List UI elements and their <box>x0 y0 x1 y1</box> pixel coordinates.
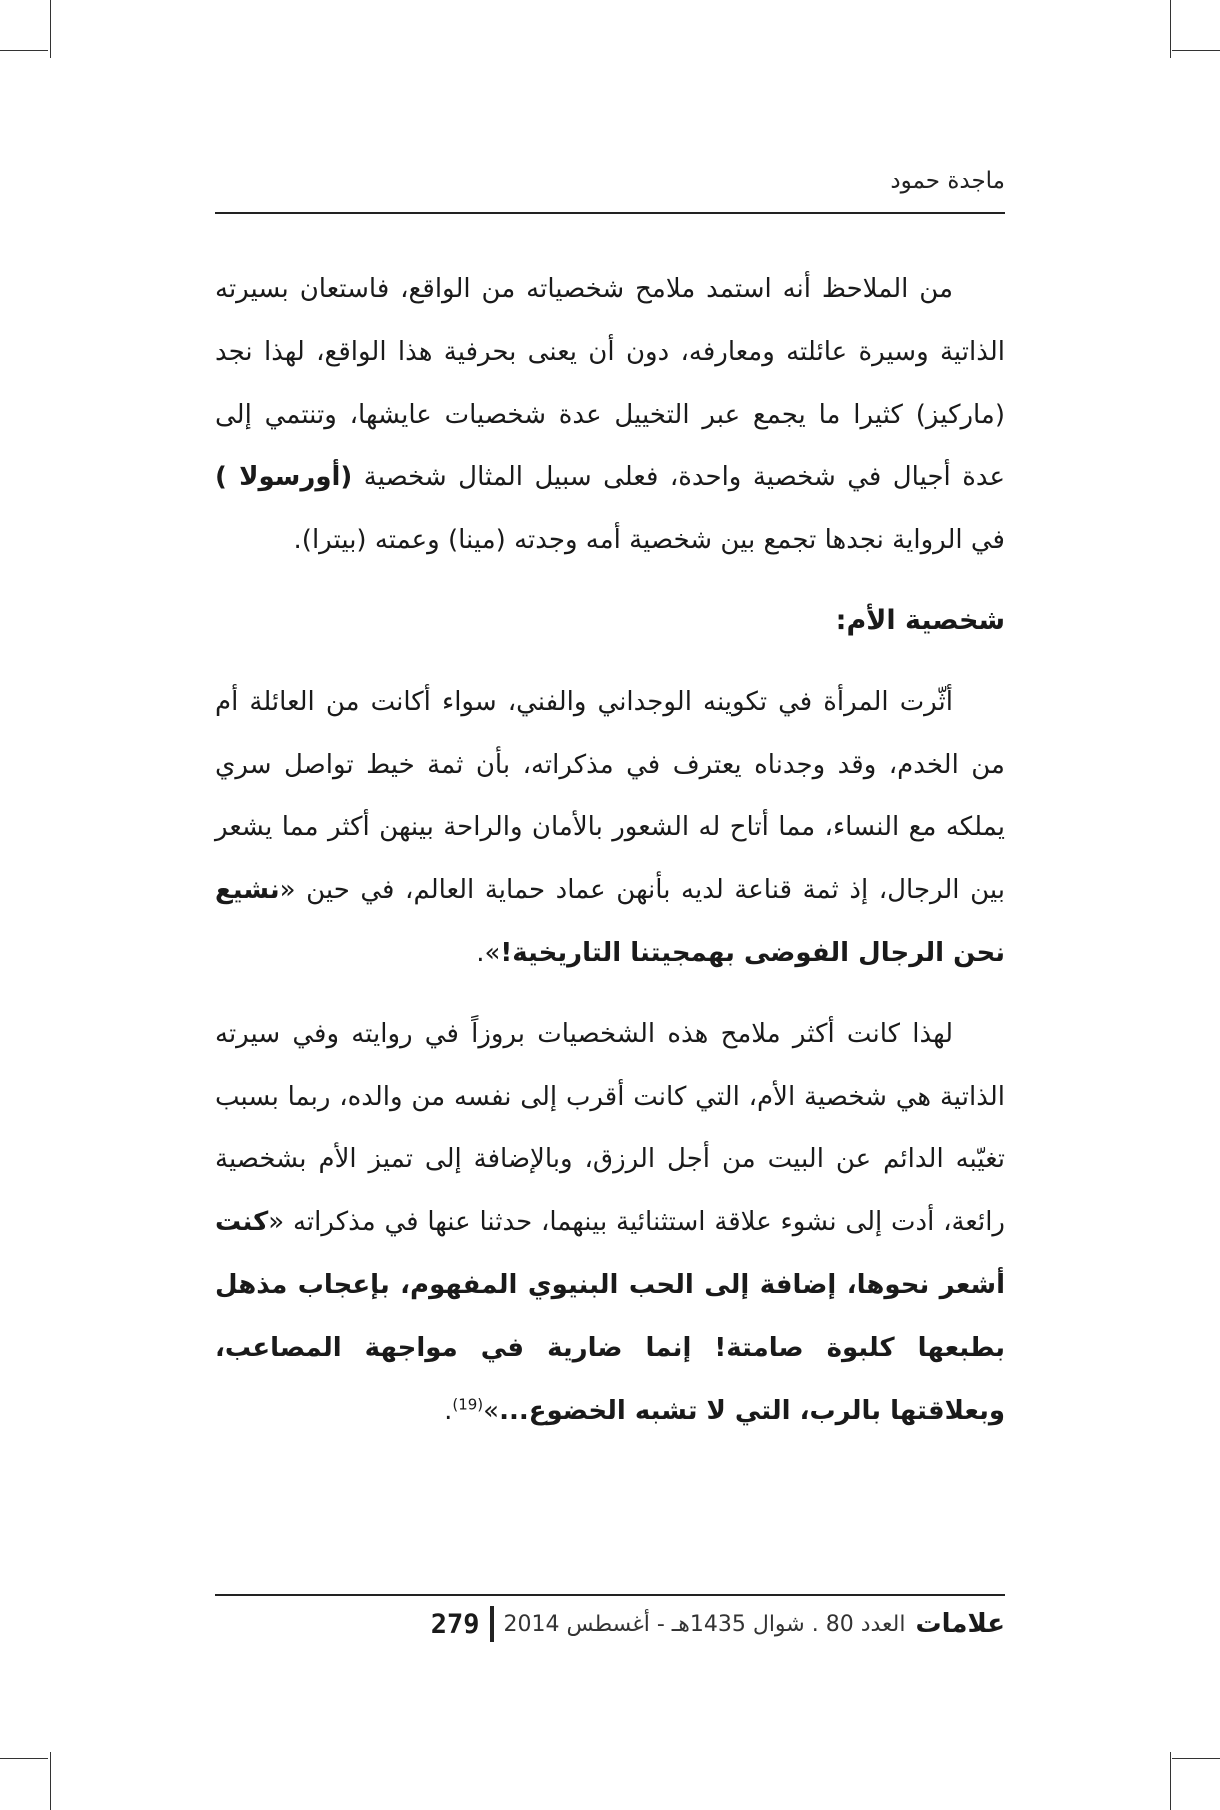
paragraph-2-quote: نشيع نحن الرجال الفوضى بهمجيتنا التاريخية! <box>215 875 1005 968</box>
page-footer <box>215 1604 1005 1644</box>
crop-mark <box>50 1752 51 1810</box>
crop-mark <box>1172 1758 1220 1759</box>
footer-rule <box>215 1594 1005 1596</box>
crop-mark <box>0 50 48 51</box>
paragraph-3-end: » <box>483 1395 500 1426</box>
article-body <box>215 258 1005 1460</box>
paragraph-2-text: أثّرت المرأة في تكوينه الوجداني والفني، سواء أكانت من العائلة أم من الخدم، وقد وجدناه يعترف في مذكراته، بأن ثمة خيط تواصل سري يملكه مع النساء، مما أتاح له الشعور بالأمان والراحة بينهن أكثر مما يشعر بين الرجال، إذ ثمة قناعة لديه بأنهن عماد حماية العالم، في حين « <box>215 686 1005 906</box>
paragraph-3-quote: كنت أشعر نحوها، إضافة إلى الحب البنيوي المفهوم، بإعجاب مذهل بطبعها كلبوة صامتة! إنما ضارية في مواجهة المصاعب، وبعلاقتها بالرب، التي لا تشبه الخضوع... <box>215 1207 1005 1426</box>
paragraph-3-text: لهذا كانت أكثر ملامح هذه الشخصيات بروزاً في روايته وفي سيرته الذاتية هي شخصية الأم، التي كانت أقرب إلى نفسه من والده، ربما بسبب تغيّبه الدائم عن البيت من أجل الرزق، وبالإضافة إلى تميز الأم بشخصية رائعة، أدت إلى نشوء علاقة استثنائية بينهما، حدثنا عنها في مذكراته « <box>215 1018 1005 1238</box>
section-heading: شخصية الأم: <box>835 604 1005 636</box>
crop-mark <box>1170 1752 1171 1810</box>
footer-separator <box>490 1606 494 1642</box>
paragraph-2-end: ». <box>476 937 501 968</box>
crop-mark <box>50 0 51 58</box>
paragraph-1-bold: (أورسولا ) <box>215 462 353 493</box>
crop-mark <box>0 1758 48 1759</box>
paragraph-3-final: . <box>444 1395 453 1426</box>
footnote-ref: (19) <box>452 1394 484 1413</box>
page <box>215 0 1005 1810</box>
paragraph-1-end: في الرواية نجدها تجمع بين شخصية أمه وجدته (مينا) وعمته (بيترا). <box>293 525 1005 556</box>
header-rule <box>215 212 1005 214</box>
running-header-author: ماجدة حمود <box>890 168 1005 194</box>
page-number: 279 <box>430 1608 480 1640</box>
paragraph-2 <box>215 671 1005 985</box>
paragraph-1-text: من الملاحظ أنه استمد ملامح شخصياته من الواقع، فاستعان بسيرته الذاتية وسيرة عائلته ومعارفه، دون أن يعنى بحرفية هذا الواقع، لهذا نجد (ماركيز) كثيرا ما يجمع عبر التخييل عدة شخصيات عايشها، وتنتمي إلى عدة أجيال في شخصية واحدة، فعلى سبيل المثال شخصية <box>215 274 1006 493</box>
journal-name: علامات <box>915 1609 1005 1639</box>
crop-mark <box>1172 50 1220 51</box>
paragraph-1 <box>215 258 1005 572</box>
paragraph-3 <box>215 1003 1005 1443</box>
crop-mark <box>1170 0 1171 58</box>
issue-info: العدد 80 . شوال 1435هـ - أغسطس 2014 <box>503 1611 906 1637</box>
